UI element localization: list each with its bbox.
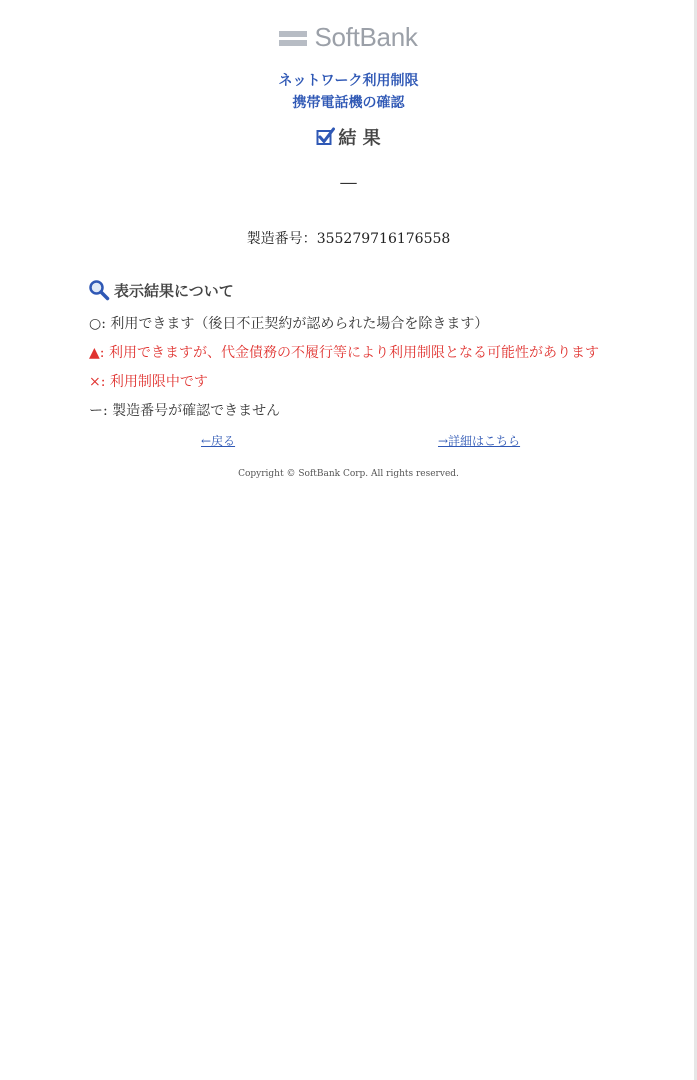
legend-text: : 利用できます（後日不正契約が認められた場合を除きます） — [101, 316, 489, 332]
magnifier-icon — [88, 279, 110, 301]
site-header — [0, 22, 697, 53]
result-heading — [0, 124, 697, 150]
serial-label: 製造番号： — [246, 231, 317, 247]
logo-text: SoftBank — [314, 22, 418, 52]
checkbox-checked-icon — [316, 127, 335, 146]
legend-text: : 製造番号が確認できません — [103, 403, 281, 419]
legend-item-available — [89, 312, 679, 341]
softbank-logo-icon — [279, 29, 307, 47]
legend-list — [89, 312, 679, 428]
details-link[interactable]: →詳細はこちら — [438, 434, 521, 448]
back-link[interactable]: ←戻る — [201, 434, 236, 448]
serial-value: 355279716176558 — [316, 231, 451, 247]
legend-heading-label: 表示結果について — [114, 281, 234, 300]
legend-symbol: ー — [89, 403, 103, 419]
legend-text: : 利用できますが、代金債務の不履行等により利用制限となる可能性があります — [99, 345, 599, 361]
softbank-logo[interactable] — [279, 22, 417, 53]
legend-item-possible-restriction — [89, 341, 679, 370]
legend-item-restricted — [89, 370, 679, 399]
legend-symbol: ▲ — [89, 345, 100, 361]
copyright-footer: Copyright © SoftBank Corp. All rights reserved. — [238, 469, 459, 479]
result-value: — — [339, 172, 358, 193]
result-heading-label: 結 果 — [338, 128, 381, 149]
legend-symbol: ○ — [89, 316, 102, 332]
legend-item-unconfirmed — [89, 399, 679, 428]
page-title-line2: 携帯電話機の確認 — [292, 95, 405, 111]
page-title — [0, 70, 697, 114]
serial-number — [0, 228, 697, 248]
legend-text: : 利用制限中です — [100, 374, 208, 390]
page-title-line1: ネットワーク利用制限 — [278, 73, 419, 89]
legend-symbol: × — [89, 374, 101, 390]
legend-heading — [88, 279, 234, 301]
